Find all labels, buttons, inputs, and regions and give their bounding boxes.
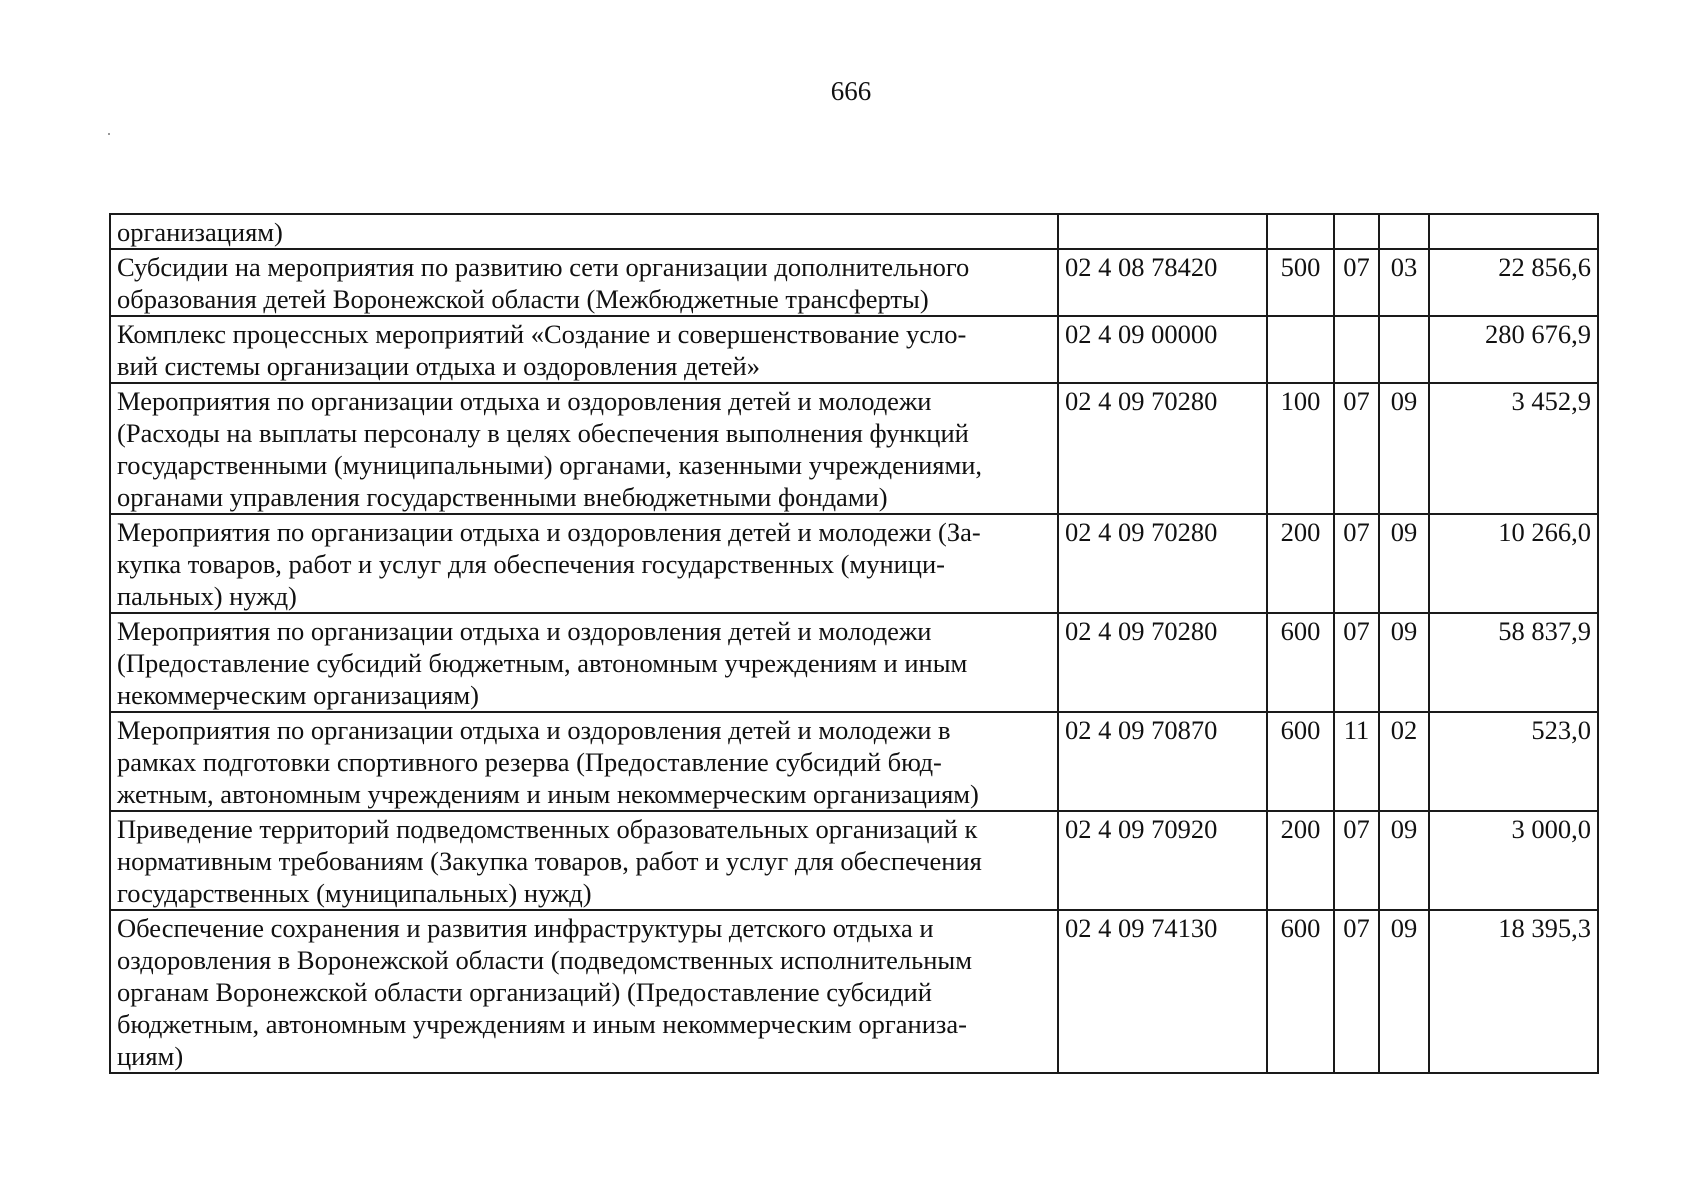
- description-line: органам Воронежской области организаций) (Предоставление субсидий: [117, 977, 932, 1007]
- target-article-code: 02 4 09 74130: [1058, 910, 1267, 1073]
- amount: 280 676,9: [1429, 316, 1598, 383]
- description-line: рамках подготовки спортивного резерва (Предоставление субсидий бюд-: [117, 747, 942, 777]
- description-line: купка товаров, работ и услуг для обеспечения государственных (муници-: [117, 549, 945, 579]
- description-line: Мероприятия по организации отдыха и оздоровления детей и молодежи (За-: [117, 517, 981, 547]
- description-line: Субсидии на мероприятия по развитию сети организации дополнительного: [117, 252, 970, 282]
- subsection-code: 02: [1379, 712, 1429, 811]
- section-code: 07: [1334, 613, 1379, 712]
- section-code: 07: [1334, 249, 1379, 316]
- budget-table: [109, 213, 1599, 1074]
- description-line: Мероприятия по организации отдыха и оздоровления детей и молодежи: [117, 616, 932, 646]
- subsection-code: 09: [1379, 811, 1429, 910]
- target-article-code: 02 4 09 70870: [1058, 712, 1267, 811]
- expense-group: 200: [1267, 514, 1334, 613]
- table-row: [110, 514, 1598, 613]
- description-line: Приведение территорий подведомственных образовательных организаций к: [117, 814, 978, 844]
- table-row: [110, 214, 1598, 249]
- subsection-code: 03: [1379, 249, 1429, 316]
- subsection-code: [1379, 316, 1429, 383]
- description-line: государственными (муниципальными) органами, казенными учреждениями,: [117, 450, 983, 480]
- description-line: образования детей Воронежской области (Межбюджетные трансферты): [117, 284, 929, 314]
- target-article-code: 02 4 09 00000: [1058, 316, 1267, 383]
- description-line: Комплекс процессных мероприятий «Создание и совершенствование усло-: [117, 319, 967, 349]
- description-line: нормативным требованиям (Закупка товаров, работ и услуг для обеспечения: [117, 846, 982, 876]
- target-article-code: [1058, 214, 1267, 249]
- amount: 58 837,9: [1429, 613, 1598, 712]
- description-line: бюджетным, автономным учреждениям и иным некоммерческим организа-: [117, 1009, 967, 1039]
- subsection-code: 09: [1379, 514, 1429, 613]
- row-description: [110, 910, 1058, 1073]
- description-line: циям): [117, 1041, 184, 1071]
- description-line: пальных) нужд): [117, 581, 297, 611]
- row-description: [110, 613, 1058, 712]
- description-line: Обеспечение сохранения и развития инфраструктуры детского отдыха и: [117, 913, 934, 943]
- description-line: государственных (муниципальных) нужд): [117, 878, 592, 908]
- section-code: 07: [1334, 910, 1379, 1073]
- table-row: [110, 712, 1598, 811]
- table-row: [110, 383, 1598, 514]
- section-code: 07: [1334, 383, 1379, 514]
- table-row: [110, 316, 1598, 383]
- section-code: [1334, 316, 1379, 383]
- expense-group: 100: [1267, 383, 1334, 514]
- amount: 3 452,9: [1429, 383, 1598, 514]
- subsection-code: 09: [1379, 910, 1429, 1073]
- row-description: [110, 712, 1058, 811]
- subsection-code: 09: [1379, 383, 1429, 514]
- description-line: (Расходы на выплаты персоналу в целях обеспечения выполнения функций: [117, 418, 969, 448]
- amount: [1429, 214, 1598, 249]
- target-article-code: 02 4 09 70280: [1058, 613, 1267, 712]
- target-article-code: 02 4 09 70280: [1058, 514, 1267, 613]
- table-row: [110, 613, 1598, 712]
- scan-speck: [108, 133, 110, 135]
- row-description: [110, 383, 1058, 514]
- section-code: 07: [1334, 811, 1379, 910]
- table-row: [110, 910, 1598, 1073]
- description-line: организациям): [117, 217, 283, 247]
- amount: 18 395,3: [1429, 910, 1598, 1073]
- amount: 523,0: [1429, 712, 1598, 811]
- section-code: 07: [1334, 514, 1379, 613]
- target-article-code: 02 4 09 70920: [1058, 811, 1267, 910]
- description-line: Мероприятия по организации отдыха и оздоровления детей и молодежи в: [117, 715, 951, 745]
- target-article-code: 02 4 09 70280: [1058, 383, 1267, 514]
- row-description: [110, 214, 1058, 249]
- description-line: жетным, автономным учреждениям и иным некоммерческим организациям): [117, 779, 979, 809]
- expense-group: 500: [1267, 249, 1334, 316]
- table-row: [110, 249, 1598, 316]
- expense-group: 600: [1267, 613, 1334, 712]
- budget-table-body: [110, 214, 1598, 1073]
- table-row: [110, 811, 1598, 910]
- expense-group: [1267, 214, 1334, 249]
- description-line: некоммерческим организациям): [117, 680, 479, 710]
- target-article-code: 02 4 08 78420: [1058, 249, 1267, 316]
- expense-group: [1267, 316, 1334, 383]
- row-description: [110, 249, 1058, 316]
- description-line: (Предоставление субсидий бюджетным, автономным учреждениям и иным: [117, 648, 968, 678]
- expense-group: 200: [1267, 811, 1334, 910]
- amount: 3 000,0: [1429, 811, 1598, 910]
- description-line: Мероприятия по организации отдыха и оздоровления детей и молодежи: [117, 386, 932, 416]
- subsection-code: [1379, 214, 1429, 249]
- page-number: 666: [830, 76, 872, 106]
- expense-group: 600: [1267, 910, 1334, 1073]
- row-description: [110, 811, 1058, 910]
- row-description: [110, 514, 1058, 613]
- section-code: 11: [1334, 712, 1379, 811]
- expense-group: 600: [1267, 712, 1334, 811]
- row-description: [110, 316, 1058, 383]
- amount: 10 266,0: [1429, 514, 1598, 613]
- description-line: вий системы организации отдыха и оздоровления детей»: [117, 351, 760, 381]
- subsection-code: 09: [1379, 613, 1429, 712]
- description-line: органами управления государственными внебюджетными фондами): [117, 482, 888, 512]
- description-line: оздоровления в Воронежской области (подведомственных исполнительным: [117, 945, 972, 975]
- section-code: [1334, 214, 1379, 249]
- amount: 22 856,6: [1429, 249, 1598, 316]
